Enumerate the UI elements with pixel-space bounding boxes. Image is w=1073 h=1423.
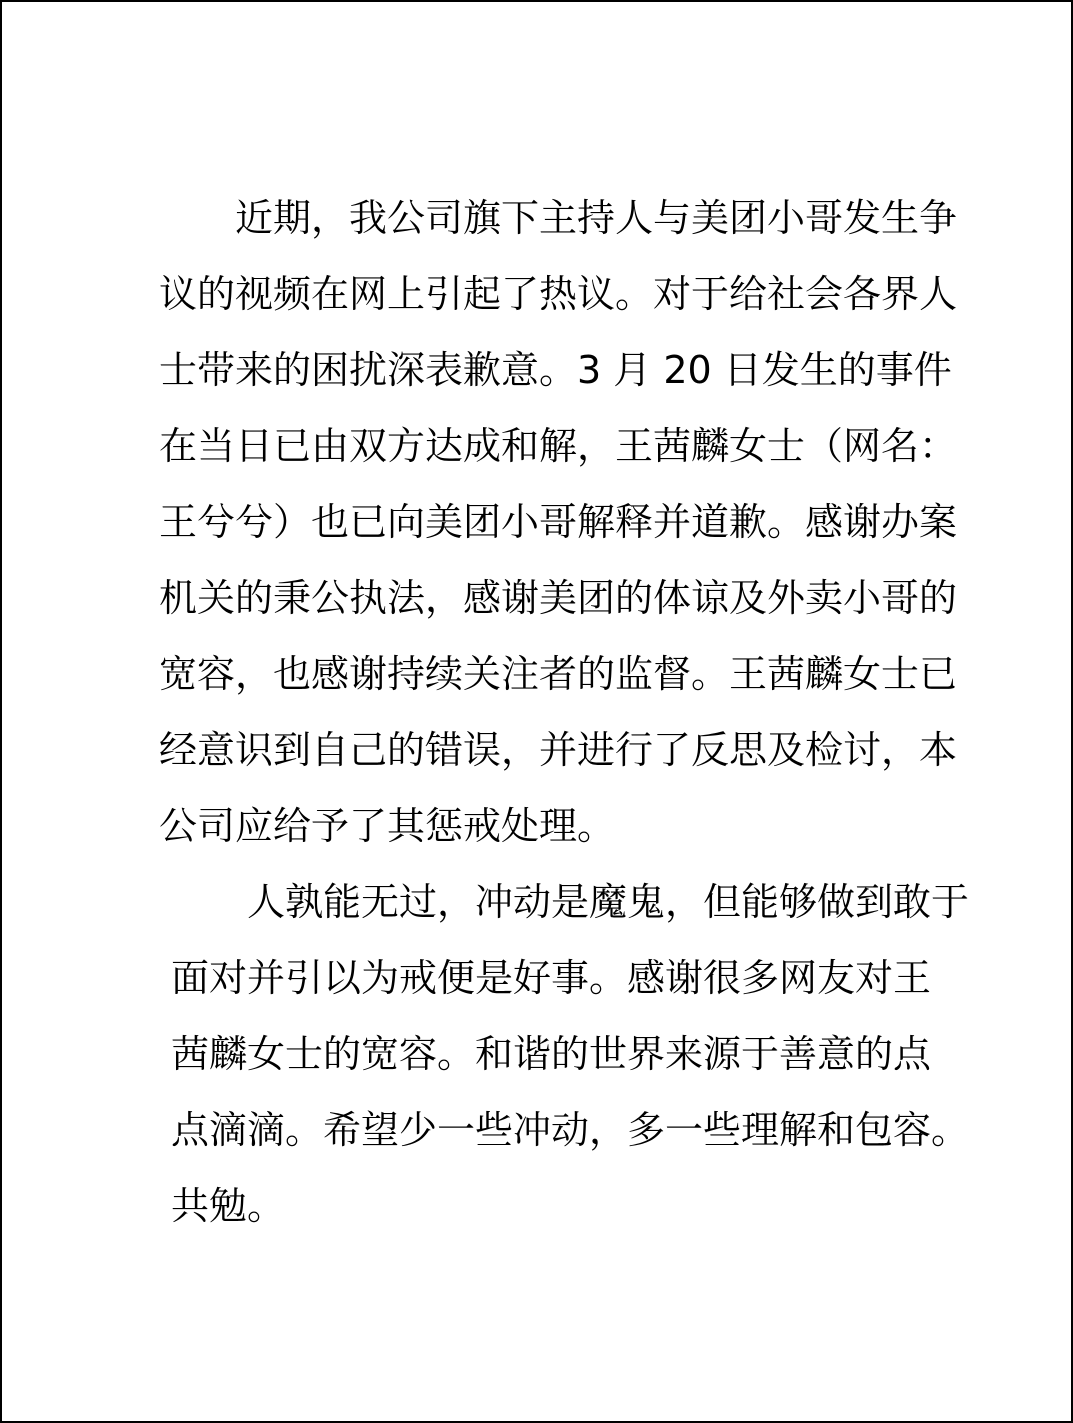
text-line: 茜麟女士的宽容。和谐的世界来源于善意的点 bbox=[171, 1032, 932, 1076]
text-line: 宽容，也感谢持续关注者的监督。王茜麟女士已 bbox=[159, 652, 958, 696]
paragraph-closing bbox=[159, 864, 970, 1244]
text-line: 经意识到自己的错误，并进行了反思及检讨，本 bbox=[159, 728, 958, 772]
statement-body bbox=[159, 180, 970, 1244]
text-line: 士带来的困扰深表歉意。3 月 20 日发生的事件 bbox=[159, 348, 952, 392]
text-line: 点滴滴。希望少一些冲动，多一些理解和包容。 bbox=[171, 1108, 970, 1152]
text-line: 面对并引以为戒便是好事。感谢很多网友对王 bbox=[171, 956, 932, 1000]
text-line: 近期，我公司旗下主持人与美团小哥发生争 bbox=[159, 196, 958, 240]
text-line: 共勉。 bbox=[171, 1184, 286, 1228]
text-line: 议的视频在网上引起了热议。对于给社会各界人 bbox=[159, 272, 958, 316]
text-line: 公司应给予了其惩戒处理。 bbox=[159, 804, 616, 848]
text-line: 人孰能无过，冲动是魔鬼，但能够做到敢于 bbox=[171, 880, 970, 924]
text-line: 机关的秉公执法，感谢美团的体谅及外卖小哥的 bbox=[159, 576, 958, 620]
text-line: 王兮兮）也已向美团小哥解释并道歉。感谢办案 bbox=[159, 500, 958, 544]
text-line: 在当日已由双方达成和解，王茜麟女士（网名： bbox=[159, 424, 958, 468]
paragraph-apology bbox=[159, 180, 958, 864]
